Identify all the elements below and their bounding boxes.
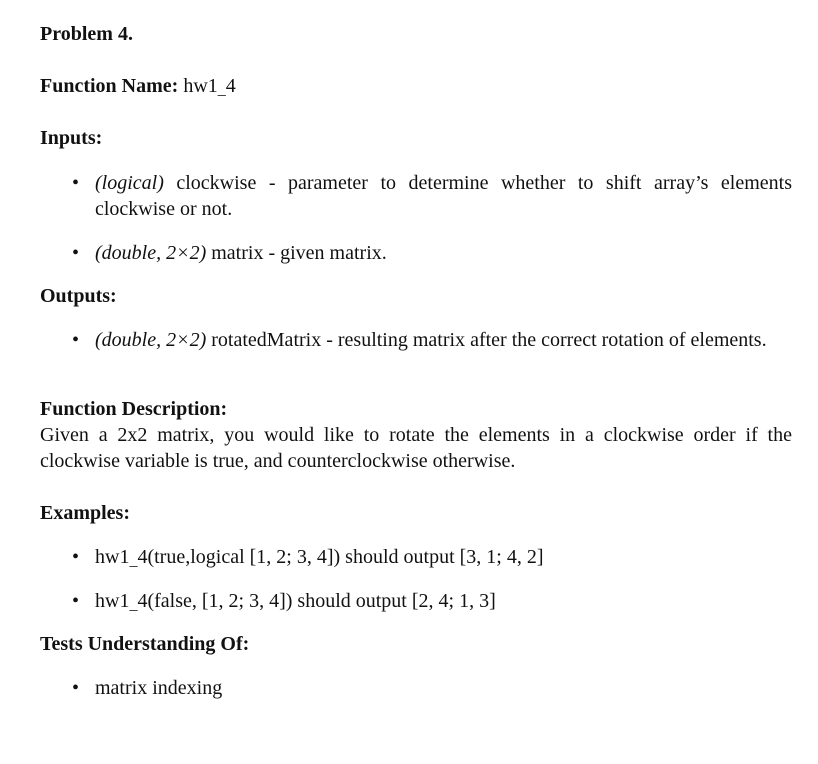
function-name-value: hw1_4 <box>183 75 236 98</box>
output-description: rotatedMatrix - resulting matrix after the correct rotation of elements. <box>206 329 767 351</box>
bullet-icon: • <box>72 329 80 351</box>
bullet-icon: • <box>72 590 80 612</box>
input-type: (logical) <box>95 172 164 194</box>
bullet-icon: • <box>72 242 80 264</box>
bullet-icon: • <box>72 677 80 699</box>
input-description: matrix - given matrix. <box>206 242 387 264</box>
input-type: (double, 2×2) <box>95 242 207 264</box>
tests-item: matrix indexing <box>95 677 223 699</box>
bullet-icon: • <box>72 546 80 568</box>
function-name-label: Function Name: <box>40 75 179 97</box>
problem-title: Problem 4. <box>40 23 133 45</box>
tests-heading: Tests Understanding Of: <box>40 633 250 655</box>
example-item: hw1_4(true,logical [1, 2; 3, 4]) should output [3, 1; 4, 2] <box>95 546 544 569</box>
function-name-line <box>40 73 792 101</box>
description-heading: Function Description: <box>40 398 228 420</box>
input-description: clockwise - parameter to determine whether to shift array’s elements clockwise or not. <box>95 172 792 220</box>
output-type: (double, 2×2) <box>95 329 207 351</box>
example-item: hw1_4(false, [1, 2; 3, 4]) should output [2, 4; 1, 3] <box>95 590 496 613</box>
input-item <box>95 240 792 266</box>
description-text: Given a 2x2 matrix, you would like to rotate the elements in a clockwise order if the clockwise variable is true, and counterclockwise otherwise. <box>40 424 792 472</box>
inputs-heading: Inputs: <box>40 127 103 149</box>
bullet-icon: • <box>72 172 80 194</box>
output-item <box>95 327 792 353</box>
outputs-heading: Outputs: <box>40 285 117 307</box>
input-item <box>95 170 792 222</box>
examples-heading: Examples: <box>40 502 130 524</box>
